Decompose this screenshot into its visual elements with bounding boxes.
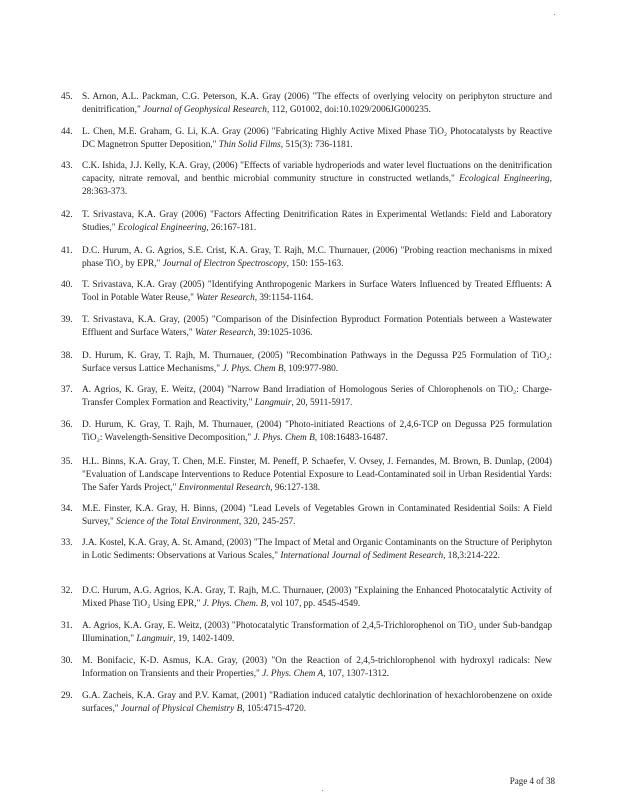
reference-entry [61, 690, 552, 716]
reference-citation: , 150: 155-163. [286, 259, 344, 270]
reference-journal: Thin Solid Films [218, 140, 281, 151]
reference-journal: J. Phys. Chem A [262, 669, 324, 680]
reference-journal: Water Research [196, 293, 255, 304]
reference-citation: , 112, G01002, doi:10.1029/2006JG000235. [266, 105, 431, 116]
reference-number: 29. [61, 691, 73, 701]
reference-citation: , 108:16483-16487. [314, 433, 388, 444]
reference-number: 37. [61, 385, 73, 395]
reference-journal: Science of the Total Environment [116, 517, 239, 528]
reference-citation: , 18,3:214-222. [443, 551, 500, 562]
reference-number: 30. [61, 656, 73, 666]
reference-citation: , 39:1025-1036. [253, 328, 313, 339]
reference-entry [61, 384, 552, 410]
reference-number: 33. [61, 538, 73, 548]
reference-journal: Langmuir [136, 634, 174, 645]
reference-journal: International Journal of Sediment Research [280, 551, 444, 562]
reference-entry [61, 537, 552, 563]
page-number: Page 4 of 38 [509, 776, 555, 786]
reference-entry [61, 245, 552, 271]
reference-entry [61, 209, 552, 235]
reference-entry [61, 314, 552, 340]
reference-text: T. Srivastava, K.A. Gray (2006) "Factors Affecting Denitrification Rates in Experimental Wetlands: Field and Laboratory Studies," [82, 210, 552, 234]
reference-journal: J. Phys. Chem B [222, 364, 284, 375]
reference-citation: , 515(3): 736-1181. [280, 140, 353, 151]
reference-number: 31. [61, 621, 73, 631]
reference-text: D.C. Hurum, A.G. Agrios, K.A. Gray, T. Rajh, M.C. Thurnauer, (2003) "Explaining the Enhanced Photocatalytic Activity of Mixed Phase TiO₂ Using EPR," [82, 586, 552, 610]
reference-number: 42. [61, 210, 73, 220]
reference-journal: J. Phys. Chem B [253, 433, 315, 444]
reference-citation: , 20, 5911-5917. [291, 398, 353, 409]
reference-text: H.L. Binns, K.A. Gray, T. Chen, M.E. Finster, M. Peneff, P. Schaefer, V. Ovsey, J. Fernandes, M. Brown, B. Dunlap, (2004) "Evaluation of Landscape Interventions to Reduce Potential Exposure to Lead-Contaminated soil in Urban Residential Yards: The Safer Yards Project," [82, 457, 552, 494]
reference-entry [61, 655, 552, 681]
reference-citation: , 39:1154-1164. [254, 293, 314, 304]
reference-citation: , 105:4715-4720. [242, 704, 307, 715]
reference-text: D. Hurum, K. Gray, T. Rajh, M. Thurnauer, (2005) "Recombination Pathways in the Degussa P25 Formulation of TiO₂: Surface versus Lattice Mechanisms," [82, 351, 552, 375]
reference-journal: Journal of Physical Chemistry B [120, 704, 243, 715]
reference-number: 36. [61, 420, 73, 430]
reference-journal: J. Phys. Chem. B [202, 599, 267, 610]
reference-citation: , 96:127-138. [270, 483, 321, 494]
reference-citation: , 107, 1307-1312. [323, 669, 390, 680]
reference-citation: , 28:363-373. [82, 174, 552, 198]
reference-entry [61, 503, 552, 529]
reference-journal: Ecological Engineering [459, 174, 550, 185]
reference-citation: , 109:977-980. [283, 364, 339, 375]
reference-text: M. Bonifacic, K-D. Asmus, K.A. Gray, (2003) "On the Reaction of 2,4,5-trichlorophenol with hydroxyl radicals: New Information on Transients and their Properties," [82, 656, 552, 680]
reference-entry [61, 160, 552, 199]
reference-number: 43. [61, 161, 73, 171]
reference-number: 35. [61, 457, 73, 467]
reference-text: T. Srivastava, K.A. Gray, (2005) "Comparison of the Disinfection Byproduct Formation Potentials between a Wastewater Effluent and Surface Waters," [82, 315, 552, 339]
reference-citation: , 320, 245-257. [238, 517, 296, 528]
reference-text: M.E. Finster, K.A. Gray, H. Binns, (2004) "Lead Levels of Vegetables Grown in Contaminated Residential Soils: A Field Survey," [82, 504, 552, 528]
reference-entry [61, 419, 552, 445]
reference-number: 45. [61, 92, 73, 102]
reference-text: S. Arnon, A.L. Packman, C.G. Peterson, K.A. Gray (2006) "The effects of overlying velocity on periphyton structure and denitrification," [82, 92, 552, 116]
reference-number: 40. [61, 280, 73, 290]
reference-text: D. Hurum, K. Gray, T. Rajh, M. Thurnauer, (2004) "Photo-initiated Reactions of 2,4,6-TCP on Degussa P25 formulation TiO₂: Wavelength-Sensitive Decomposition," [82, 420, 552, 444]
reference-number: 44. [61, 127, 73, 137]
reference-number: 34. [61, 504, 73, 514]
reference-entry [61, 585, 552, 611]
reference-journal: Environmental Research [178, 483, 271, 494]
reference-text: A. Agrios, K.A. Gray, E. Weitz, (2003) "Photocatalytic Transformation of 2,4,5-Trichlorophenol on TiO₂ under Sub-bandgap Illumination," [82, 621, 552, 645]
reference-journal: Ecological Engineering [117, 223, 207, 234]
reference-number: 38. [61, 351, 73, 361]
reference-number: 41. [61, 246, 73, 256]
reference-entry [61, 620, 552, 646]
reference-citation: , 19, 1402-1409. [173, 634, 235, 645]
reference-entry [61, 350, 552, 376]
reference-citation: , 26:167-181. [206, 223, 257, 234]
reference-text: A. Agrios, K. Gray, E. Weitz, (2004) "Narrow Band Irradiation of Homologous Series of Chlorophenols on TiO₂: Charge-Transfer Complex Formation and Reactivity," [82, 385, 552, 409]
reference-entry [61, 126, 552, 152]
reference-journal: Journal of Electron Spectroscopy [162, 259, 287, 270]
reference-text: T. Srivastava, K.A. Gray (2005) "Identifying Anthropogenic Markers in Surface Waters Influenced by Treated Effluents: A Tool in Potable Water Reuse," [82, 280, 552, 304]
reference-entry [61, 279, 552, 305]
reference-text: L. Chen, M.E. Graham, G. Li, K.A. Gray (2006) "Fabricating Highly Active Mixed Phase TiO₂ Photocatalysts by Reactive DC Magnetron Sputter Deposition," [82, 127, 552, 151]
reference-text: C.K. Ishida, J.J. Kelly, K.A. Gray, (2006) "Effects of variable hydroperiods and water level fluctuations on the denitrification capacity, nitrate removal, and benthic microbial community structure in constructed wetlands," [82, 161, 552, 185]
reference-number: 32. [61, 586, 73, 596]
reference-entry [61, 456, 552, 495]
reference-citation: , vol 107, pp. 4545-4549. [266, 599, 361, 610]
reference-text: J.A. Kostel, K.A. Gray, A. St. Amand, (2003) "The Impact of Metal and Organic Contaminants on the Structure of Periphyton in Lotic Sediments: Observations at Various Scales," [82, 538, 552, 562]
reference-journal: Langmuir [254, 398, 292, 409]
reference-text: G.A. Zacheis, K.A. Gray and P.V. Kamat, (2001) "Radiation induced catalytic dechlorination of hexachlorobenzene on oxide surfaces," [82, 691, 552, 715]
reference-text: D.C. Hurum, A. G. Agrios, S.E. Crist, K.A. Gray, T. Rajh, M.C. Thurnauer, (2006) "Probing reaction mechanisms in mixed phase TiO₂ by EPR," [82, 246, 552, 270]
reference-entry [61, 91, 552, 117]
reference-journal: Journal of Geophysical Research [143, 105, 267, 116]
reference-number: 39. [61, 315, 73, 325]
reference-journal: Water Research [194, 328, 254, 339]
